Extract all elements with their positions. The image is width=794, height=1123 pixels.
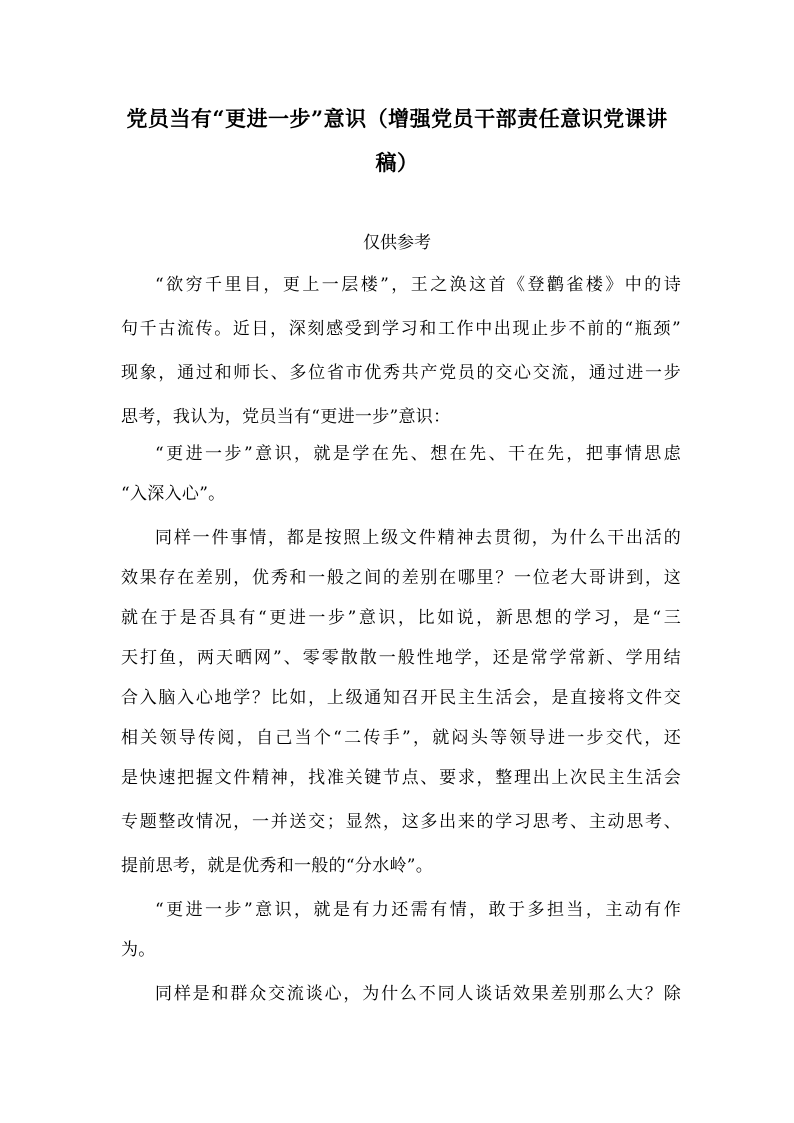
body-line-17: 为。 xyxy=(121,940,156,960)
body-line-6: “入深入心”。 xyxy=(121,484,226,504)
body-line-13: 是快速把握文件精神，找准关键节点、要求，整理出上次民主生活会 xyxy=(121,768,681,788)
body-line-7: 同样一件事情，都是按照上级文件精神去贯彻，为什么干出活的 xyxy=(155,528,681,548)
document-title-line-1: 党员当有“更进一步”意识（增强党员干部责任意识党课讲 xyxy=(126,106,668,131)
body-line-8: 效果存在差别，优秀和一般之间的差别在哪里？一位老大哥讲到，这 xyxy=(121,568,681,588)
body-line-12: 相关领导传阅，自己当个“二传手”，就闷头等领导进一步交代，还 xyxy=(121,728,681,748)
body-line-2: 句千古流传。近日，深刻感受到学习和工作中出现止步不前的“瓶颈” xyxy=(121,319,681,339)
body-line-16: “更进一步”意识，就是有力还需有情，敢于多担当，主动有作 xyxy=(155,900,681,920)
body-line-18: 同样是和群众交流谈心，为什么不同人谈话效果差别那么大？除 xyxy=(155,984,681,1004)
body-line-5: “更进一步”意识，就是学在先、想在先、干在先，把事情思虑 xyxy=(155,444,681,464)
body-line-11: 合入脑入心地学？比如，上级通知召开民主生活会，是直接将文件交 xyxy=(121,688,681,708)
body-line-10: 天打鱼，两天晒网”、零零散散一般性地学，还是常学常新、学用结 xyxy=(121,648,681,668)
document-title-line-2: 稿） xyxy=(375,150,419,175)
body-line-15: 提前思考，就是优秀和一般的“分水岭”。 xyxy=(121,856,434,876)
document-subtitle: 仅供参考 xyxy=(363,233,431,253)
body-line-3: 现象，通过和师长、多位省市优秀共产党员的交心交流，通过进一步 xyxy=(121,363,681,383)
body-line-4: 思考，我认为，党员当有“更进一步”意识： xyxy=(121,407,451,427)
body-line-14: 专题整改情况，一并送交；显然，这多出来的学习思考、主动思考、 xyxy=(121,812,681,832)
body-line-1: “欲穷千里目，更上一层楼”，王之涣这首《登鹳雀楼》中的诗 xyxy=(155,275,681,295)
body-line-9: 就在于是否具有“更进一步”意识，比如说，新思想的学习，是“三 xyxy=(121,608,681,628)
